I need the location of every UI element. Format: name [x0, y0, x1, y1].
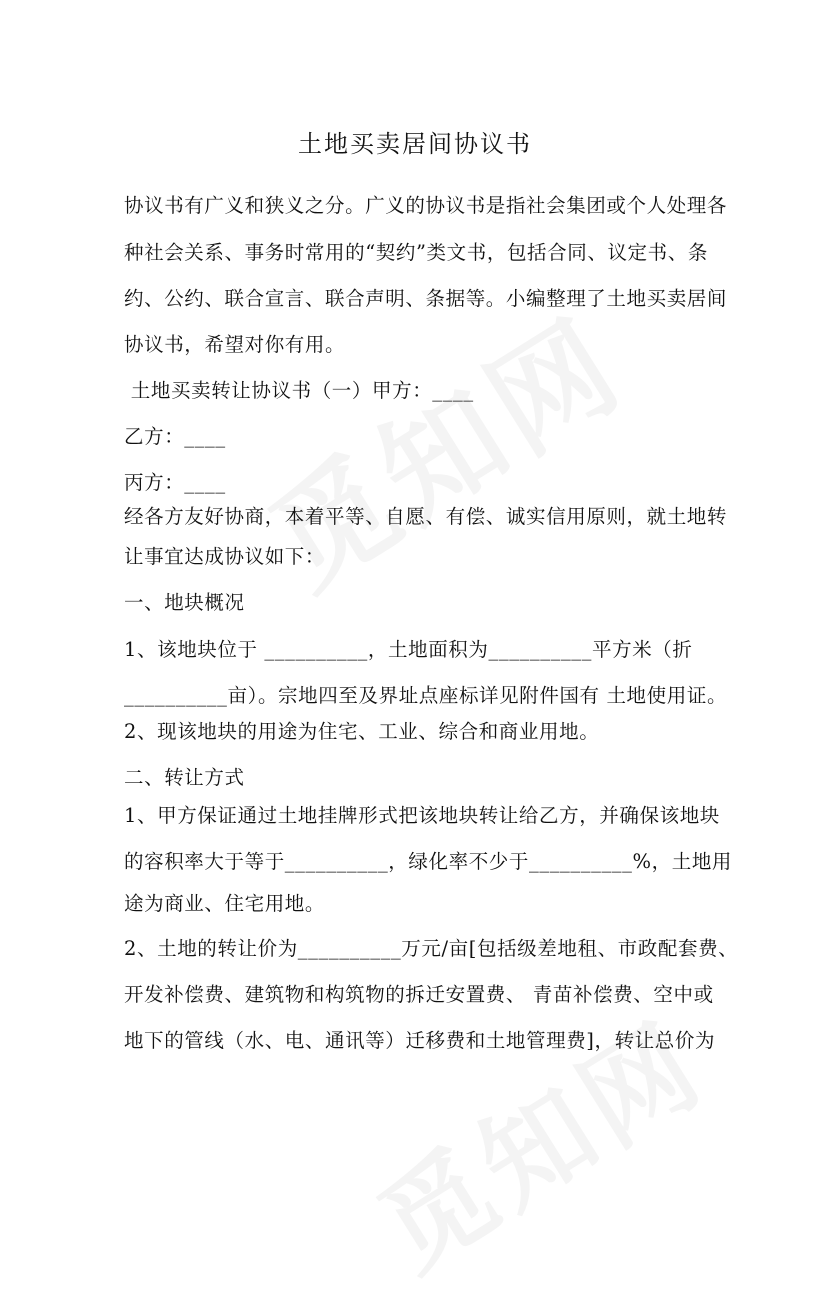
paragraph-line: 丙方：____: [124, 471, 226, 494]
paragraph-line: 乙方：____: [124, 425, 226, 448]
paragraph-line: 地下的管线（水、电、通讯等）迁移费和土地管理费]，转让总价为: [124, 1029, 716, 1052]
paragraph-line: 土地买卖转让协议书（一）甲方：____: [124, 379, 474, 402]
paragraph-line: 的容积率大于等于__________，绿化率不少于__________%，土地用: [124, 850, 733, 873]
paragraph-line: 2、现该地块的用途为住宅、工业、综合和商业用地。: [124, 720, 600, 743]
paragraph-line: 1、该地块位于 __________，土地面积为__________平方米（折: [124, 638, 693, 661]
paragraph-line: 经各方友好协商，本着平等、自愿、有偿、诚实信用原则，就土地转: [124, 505, 728, 528]
paragraph-line: 协议书，希望对你有用。: [124, 333, 346, 356]
paragraph-line: 途为商业、住宅用地。: [124, 892, 326, 915]
paragraph-line: 1、甲方保证通过土地挂牌形式把该地块转让给乙方，并确保该地块: [124, 804, 720, 827]
paragraph-line: 2、土地的转让价为__________万元/亩[包括级差地租、市政配套费、: [124, 937, 739, 960]
document-title: 土地买卖居间协议书: [298, 130, 532, 158]
paragraph-line: 开发补偿费、建筑物和构筑物的拆迁安置费、 青苗补偿费、空中或: [124, 983, 714, 1006]
paragraph-line: 协议书有广义和狭义之分。广义的协议书是指社会集团或个人处理各: [124, 194, 728, 217]
paragraph-line: 让事宜达成协议如下：: [124, 545, 326, 568]
paragraph-line: 约、公约、联合宣言、联合声明、条据等。小编整理了土地买卖居间: [124, 287, 728, 310]
section-heading: 一、地块概况: [124, 591, 245, 614]
section-heading: 二、转让方式: [124, 766, 245, 789]
paragraph-line: 种社会关系、事务时常用的“契约”类文书，包括合同、议定书、条: [124, 241, 708, 264]
paragraph-line: __________亩）。宗地四至及界址点座标详见附件国有 土地使用证。: [124, 684, 728, 707]
